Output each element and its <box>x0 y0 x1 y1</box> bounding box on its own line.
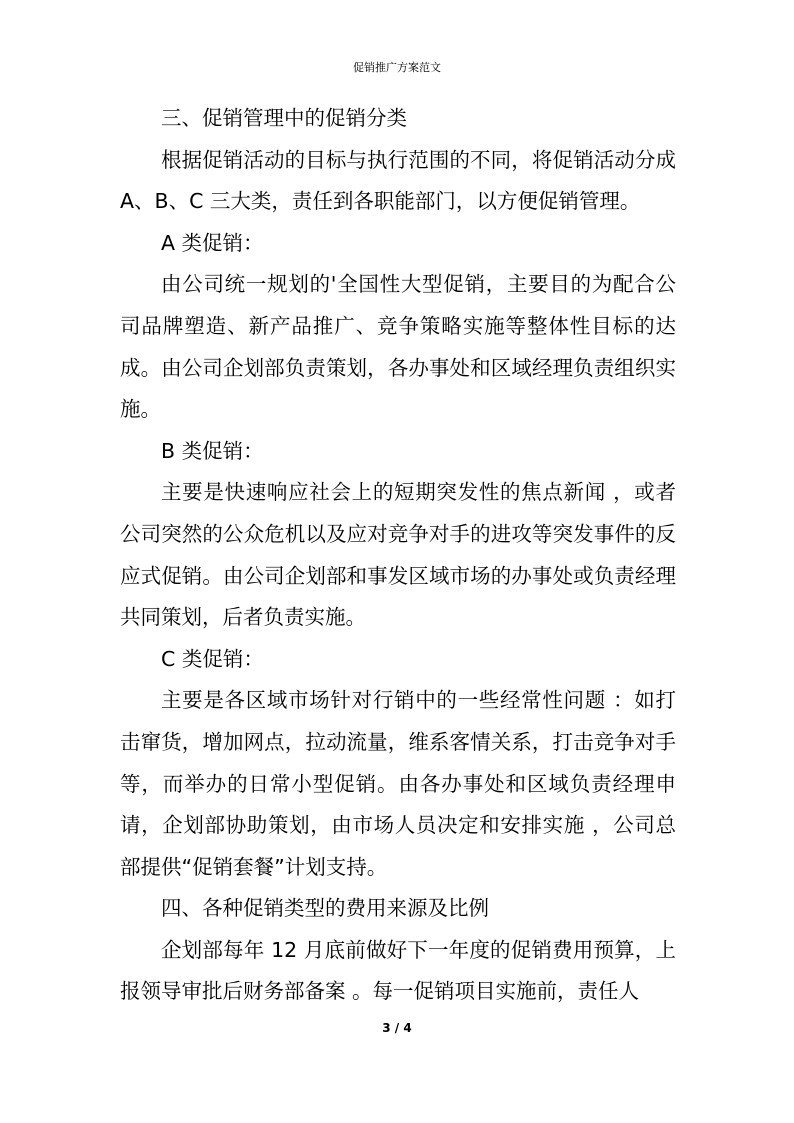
page-number: 3 / 4 <box>382 1021 412 1035</box>
page-header: 促销推广方案范文 <box>353 61 441 74</box>
subheading-c: C 类促销： <box>161 646 264 671</box>
section-heading: 三、促销管理中的促销分类 <box>161 106 407 130</box>
subheading-a: A 类促销： <box>161 230 264 255</box>
document-body <box>120 98 683 1013</box>
subheading-b: B 类促销： <box>161 438 264 463</box>
paragraph: 由公司统一规划的'全国性大型促销，主要目的为配合公司品牌塑造、新产品推广、竞争策略实施等整体性目标的达成。由公司企划部负责策划，各办事处和区域经理负责组织实施。 <box>120 272 676 422</box>
paragraph: 主要是快速响应社会上的短期突发性的焦点新闻 ，或者公司突然的公众危机以及应对竞争对手的进攻等突发事件的反应式促销。由公司企划部和事发区域市场的办事处或负责经理共同策划，后者负责实施。 <box>120 480 676 630</box>
paragraph: 主要是各区域市场针对行销中的一些经常性问题 ：如打击窜货，增加网点，拉动流量，维系客情关系，打击竞争对手等，而举办的日常小型促销。由各办事处和区域负责经理申请，企划部协助策划，由市场人员决定和安排实施 ，公司总部提供“促销套餐”计划支持。 <box>120 688 676 879</box>
section-heading: 四、各种促销类型的费用来源及比例 <box>161 896 489 921</box>
paragraph: 企划部每年 12 月底前做好下一年度的促销费用预算，上报领导审批后财务部备案 。每一促销项目实施前，责任人 <box>120 937 676 1004</box>
paragraph: 根据促销活动的目标与执行范围的不同，将促销活动分成 A、B、C 三大类，责任到各职能部门，以方便促销管理。 <box>120 147 683 214</box>
